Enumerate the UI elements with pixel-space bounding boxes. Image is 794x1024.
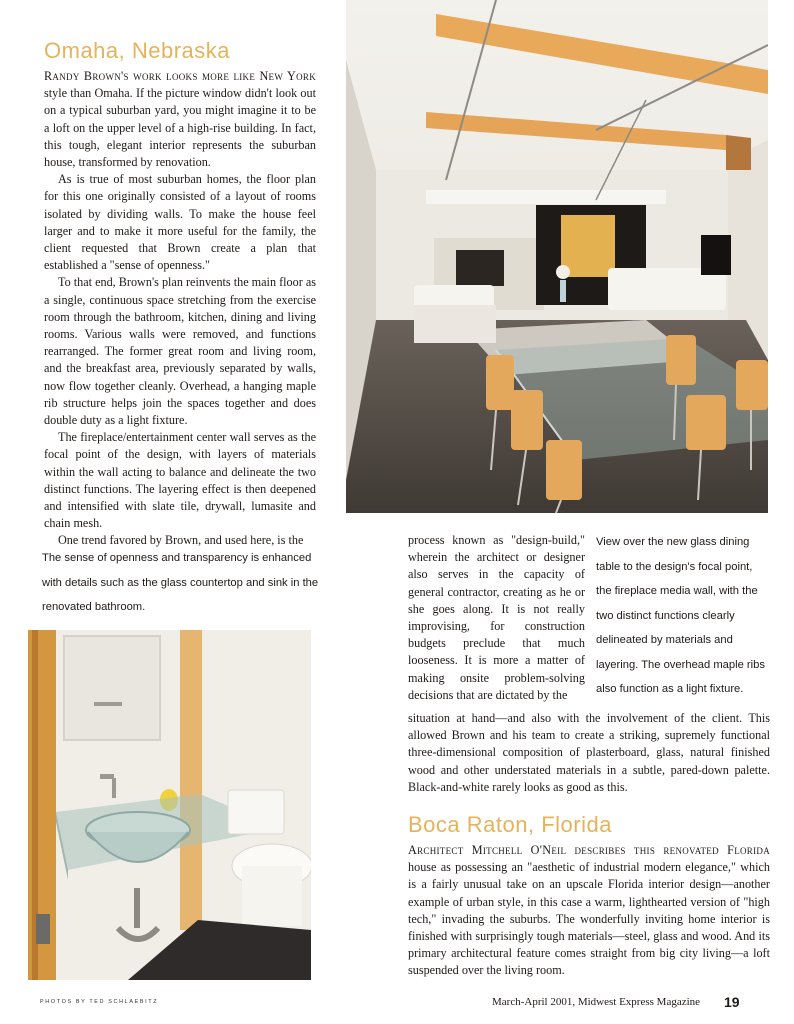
boca-article <box>408 842 770 980</box>
photo-credit: PHOTOS BY TED SCHLAEBITZ <box>40 999 159 1005</box>
page-number: 19 <box>724 994 740 1010</box>
omaha-paragraph-3: To that end, Brown's plan reinvents the main floor as a single, continuous space stretching from the exercise room through the bathroom, kitchen, dining and living rooms. Various walls were removed, and functions rearranged. The former great room and living room, and the breakfast area, previously separated by walls, now flow together cleanly. Overhead, a hanging maple rib structure helps join the spaces together and does double duty as a light fixture. <box>44 275 316 428</box>
omaha-lead-rest: style than Omaha. If the picture window didn't look out on a typical suburban yard, you might imagine it to be a loft on the upper level of a high-rise building. In fact, this tough, elegant interior represents the suburban house, transformed by renovation. <box>44 86 316 170</box>
boca-lead-paragraph <box>408 842 770 980</box>
boca-lead-rest: house as possessing an "aesthetic of industrial modern elegance," which is a fairly unusual take on an upscale Florida interior design—another example of urban style, in this case a warm, lighthearted version of "high tech," invading the suburbs. The wonderfully inviting home interior is finished with surprisingly tough materials—steel, glass and wood. And its primary architectural feature comes straight from big city living—a loft suspended over the living room. <box>408 860 770 978</box>
omaha-paragraph-4: The fireplace/entertainment center wall serves as the focal point of the design, with layers of materials within the wall acting to balance and delineate the two distinct functions. The layering effect is then deepened and intensified with slate tile, drywall, lumasite and chain mesh. <box>44 430 316 531</box>
bathroom-illustration <box>28 630 311 980</box>
omaha-paragraph-5: One trend favored by Brown, and used here, is the <box>58 533 304 548</box>
photo-bathroom <box>28 630 311 980</box>
section-title-boca-raton: Boca Raton, Florida <box>408 812 612 837</box>
omaha-article-column-2 <box>408 532 585 704</box>
photo-dining-living-room <box>346 0 768 513</box>
omaha-lead-paragraph <box>44 68 316 171</box>
dining-room-illustration <box>346 0 768 513</box>
omaha-closing-paragraph: situation at hand—and also with the involvement of the client. This allowed Brown and his team to create a striking, supremely functional three-dimensional composition of plasterboard, glass, natural finished wood and other understated materials in a subtle, pared-down palette. Black-and-white rarely looks as good as this. <box>408 711 770 794</box>
boca-lead-caps: Architect Mitchell O'Neil describes this renovated Florida <box>408 843 770 857</box>
omaha-column-2-text: process known as "design-build," wherein the architect or designer also serves in the capacity of general contractor, creating as he or she goes along. It is not really improvising, for construction budgets preclude that much looseness. It is more a matter of making onsite problem-solving decisions that are dictated by the <box>408 533 585 702</box>
omaha-article-column-1 <box>44 68 316 550</box>
omaha-lead-caps: Randy Brown's work looks more like New York <box>44 69 316 83</box>
issue-line: March-April 2001, Midwest Express Magazine <box>492 996 701 1008</box>
caption-dining: View over the new glass dining table to the design's focal point, the fireplace media wall, with the two distinct functions clearly delineated by materials and layering. The overhead maple ribs also function as a light fixture. <box>596 536 765 695</box>
omaha-paragraph-2: As is true of most suburban homes, the floor plan for this one originally consisted of a layout of rooms isolated by dividing walls. To make the house feel larger and to make it more useful for the family, the client requested that Brown create a plan that established a "sense of openness." <box>44 172 316 273</box>
section-title-omaha: Omaha, Nebraska <box>44 38 231 63</box>
omaha-article-column-3 <box>408 710 770 796</box>
caption-bathroom: The sense of openness and transparency is enhanced with details such as the glass countertop and sink in the renovated bathroom. <box>42 552 319 613</box>
